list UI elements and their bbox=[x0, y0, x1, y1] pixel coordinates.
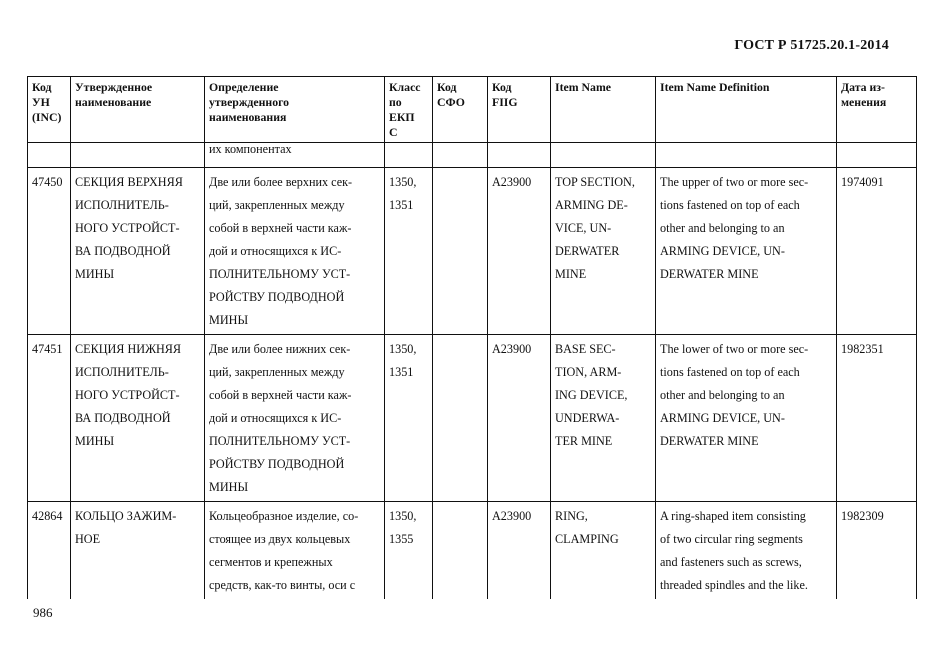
cell-fiig bbox=[488, 335, 551, 502]
cell-date bbox=[837, 168, 917, 335]
table-cell bbox=[433, 143, 488, 168]
table-row bbox=[28, 502, 917, 600]
cell-item-definition bbox=[656, 335, 837, 502]
table-cell bbox=[71, 143, 205, 168]
cell-sfo bbox=[433, 335, 488, 502]
column-header-definition bbox=[205, 77, 385, 143]
cell-text: 47451 bbox=[32, 342, 63, 356]
table-cell bbox=[837, 143, 917, 168]
specification-table bbox=[27, 76, 917, 599]
cell-approved-name bbox=[71, 335, 205, 502]
cell-text: A ring-shaped item consisting of two circular ring segments and fasteners such as screws, threaded spindles and the like. bbox=[660, 509, 808, 592]
cell-definition bbox=[205, 168, 385, 335]
cell-date bbox=[837, 335, 917, 502]
table-cell-continuation bbox=[205, 143, 385, 168]
cell-text: The upper of two or more sec- tions fastened on top of each other and belonging to an ARMING DEVICE, UN- DERWATER MINE bbox=[660, 175, 809, 281]
cell-text: 42864 bbox=[32, 509, 63, 523]
cell-text: RING, CLAMPING bbox=[555, 509, 619, 546]
cell-text: A23900 bbox=[492, 342, 532, 356]
table-row bbox=[28, 335, 917, 502]
table-cell bbox=[551, 143, 656, 168]
cell-inc bbox=[28, 335, 71, 502]
cell-date bbox=[837, 502, 917, 600]
cell-text: 1974091 bbox=[841, 175, 884, 189]
column-header-date bbox=[837, 77, 917, 143]
cell-text: КОЛЬЦО ЗАЖИМ- НОЕ bbox=[75, 509, 177, 546]
table-header-row bbox=[28, 77, 917, 143]
cell-text: 1982351 bbox=[841, 342, 884, 356]
cell-text: 1982309 bbox=[841, 509, 884, 523]
cell-text: A23900 bbox=[492, 509, 532, 523]
cell-class bbox=[385, 502, 433, 600]
cell-fiig bbox=[488, 502, 551, 600]
column-header-item-definition bbox=[656, 77, 837, 143]
cell-text: Кольцеобразное изделие, со- стоящее из двух кольцевых сегментов и крепежных средств, как-то винты, оси с bbox=[209, 509, 359, 592]
cell-item-name bbox=[551, 502, 656, 600]
table-cell bbox=[656, 143, 837, 168]
table-row-continuation bbox=[28, 143, 917, 168]
cell-text: 1350, 1355 bbox=[389, 509, 417, 546]
column-header-inc bbox=[28, 77, 71, 143]
cell-definition bbox=[205, 335, 385, 502]
cell-text: The lower of two or more sec- tions fastened on top of each other and belonging to an ARMING DEVICE, UN- DERWATER MINE bbox=[660, 342, 809, 448]
cell-inc bbox=[28, 168, 71, 335]
column-header-label: Код СФО bbox=[437, 80, 465, 109]
cell-text: их компонентах bbox=[209, 142, 292, 156]
cell-item-name bbox=[551, 335, 656, 502]
column-header-label: Код FIIG bbox=[492, 80, 518, 109]
cell-text: СЕКЦИЯ ВЕРХНЯЯ ИСПОЛНИТЕЛЬ- НОГО УСТРОЙСТ- ВА ПОДВОДНОЙ МИНЫ bbox=[75, 175, 183, 281]
table-cell bbox=[28, 143, 71, 168]
column-header-label: Код УН (INC) bbox=[32, 80, 62, 124]
cell-sfo bbox=[433, 502, 488, 600]
cell-text: A23900 bbox=[492, 175, 532, 189]
column-header-approved-name bbox=[71, 77, 205, 143]
cell-text: СЕКЦИЯ НИЖНЯЯ ИСПОЛНИТЕЛЬ- НОГО УСТРОЙСТ- ВА ПОДВОДНОЙ МИНЫ bbox=[75, 342, 182, 448]
column-header-label: Утвержденное наименование bbox=[75, 80, 153, 109]
column-header-label: Класс по ЕКП С bbox=[389, 80, 421, 139]
column-header-item-name bbox=[551, 77, 656, 143]
table-row bbox=[28, 168, 917, 335]
column-header-label: Дата из- менения bbox=[841, 80, 887, 109]
cell-text: 1350, 1351 bbox=[389, 342, 417, 379]
cell-text: 1350, 1351 bbox=[389, 175, 417, 212]
page-number: 986 bbox=[33, 605, 53, 620]
table-cell bbox=[488, 143, 551, 168]
table-cell bbox=[385, 143, 433, 168]
cell-approved-name bbox=[71, 502, 205, 600]
column-header-class bbox=[385, 77, 433, 143]
cell-class bbox=[385, 168, 433, 335]
column-header-label: Определение утвержденного наименования bbox=[209, 80, 290, 124]
cell-text: BASE SEC- TION, ARM- ING DEVICE, UNDERWA- TER MINE bbox=[555, 342, 628, 448]
cell-inc bbox=[28, 502, 71, 600]
cell-approved-name bbox=[71, 168, 205, 335]
column-header-label: Item Name Definition bbox=[660, 80, 770, 94]
column-header-fiig bbox=[488, 77, 551, 143]
cell-definition bbox=[205, 502, 385, 600]
cell-item-name bbox=[551, 168, 656, 335]
column-header-label: Item Name bbox=[555, 80, 612, 94]
document-title: ГОСТ Р 51725.20.1-2014 bbox=[734, 38, 889, 53]
cell-text: TOP SECTION, ARMING DE- VICE, UN- DERWATER MINE bbox=[555, 175, 635, 281]
cell-text: 47450 bbox=[32, 175, 63, 189]
cell-class bbox=[385, 335, 433, 502]
cell-sfo bbox=[433, 168, 488, 335]
cell-fiig bbox=[488, 168, 551, 335]
cell-text: Две или более нижних сек- ций, закрепленных между собой в верхней части каж- дой и относящихся к ИС- ПОЛНИТЕЛЬНОМУ УСТ- РОЙСТВУ ПОДВОДНОЙ МИНЫ bbox=[209, 342, 352, 494]
column-header-sfo bbox=[433, 77, 488, 143]
cell-text: Две или более верхних сек- ций, закрепленных между собой в верхней части каж- дой и относящихся к ИС- ПОЛНИТЕЛЬНОМУ УСТ- РОЙСТВУ ПОДВОДНОЙ МИНЫ bbox=[209, 175, 353, 327]
cell-item-definition bbox=[656, 502, 837, 600]
cell-item-definition bbox=[656, 168, 837, 335]
